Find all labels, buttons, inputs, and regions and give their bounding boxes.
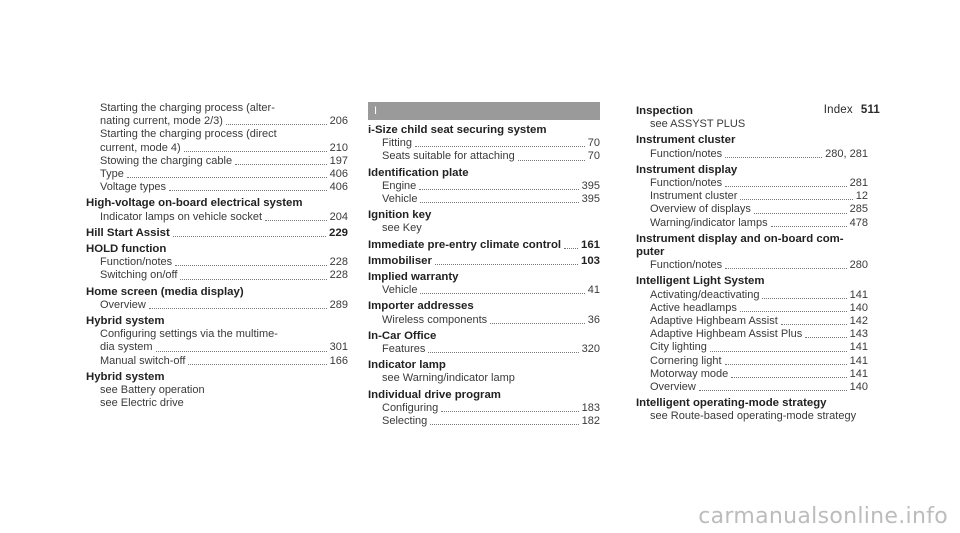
entry-text: puter — [636, 246, 665, 259]
index-subentry — [636, 302, 868, 315]
entry-text: Instrument display and on-board com- — [636, 232, 844, 245]
entry-text: Configuring settings via the multime- — [100, 328, 278, 341]
index-heading — [368, 300, 600, 313]
dot-leader — [430, 424, 578, 425]
entry-text: Indicator lamps on vehicle socket — [100, 210, 263, 223]
entry-text: Type — [100, 168, 124, 181]
entry-row — [368, 255, 600, 268]
dot-leader — [725, 157, 822, 158]
entry-text: Starting the charging process (direct — [100, 128, 277, 141]
page-ref: 285 — [849, 203, 868, 216]
entry-text: Immobiliser — [368, 254, 432, 267]
entry-row — [86, 227, 348, 240]
entry-row — [100, 269, 348, 282]
page-ref: 395 — [581, 179, 600, 192]
entry-row — [650, 328, 868, 341]
entry-row — [382, 314, 600, 327]
page-ref: 280, 281 — [825, 147, 868, 160]
entry-text: Hybrid system — [86, 370, 165, 383]
entry-text: Motorway mode — [650, 367, 729, 380]
entry-text: HOLD function — [86, 243, 167, 256]
index-heading — [368, 167, 600, 180]
index-subentry — [368, 314, 600, 327]
index-heading — [86, 243, 348, 256]
entry-row — [650, 355, 868, 368]
index-heading — [368, 124, 600, 137]
entry-text: Seats suitable for attaching — [382, 150, 515, 163]
entry-row — [650, 289, 868, 302]
page-ref: 301 — [329, 341, 348, 354]
index-heading — [368, 359, 600, 372]
entry-row — [100, 181, 348, 194]
index-subentry — [368, 137, 600, 150]
page-ref: 161 — [580, 238, 600, 251]
page-ref: 406 — [329, 168, 348, 181]
entry-text: i-Size child seat securing system — [368, 124, 547, 136]
entry-text: see Route-based operating-mode strategy — [650, 410, 857, 423]
index-heading — [636, 134, 868, 147]
page-ref: 141 — [849, 288, 868, 301]
page-ref: 320 — [581, 343, 600, 356]
page-ref: 182 — [581, 415, 600, 428]
entry-text: Cornering light — [650, 354, 722, 367]
page-ref: 12 — [855, 190, 868, 203]
index-heading — [368, 239, 600, 252]
page-ref: 103 — [580, 254, 600, 267]
page-ref: 406 — [329, 181, 348, 194]
index-subentry — [368, 372, 600, 385]
entry-row — [100, 142, 348, 155]
dot-leader — [428, 352, 578, 353]
entry-row — [650, 315, 868, 328]
index-subentry — [636, 177, 868, 190]
page-ref: 281 — [849, 177, 868, 190]
index-subentry — [636, 217, 868, 230]
page-ref: 70 — [587, 137, 600, 150]
page-ref: 41 — [587, 284, 600, 297]
page-ref: 280 — [849, 259, 868, 272]
entry-row — [382, 402, 600, 415]
dot-leader — [754, 213, 847, 214]
entry-text: Function/notes — [650, 259, 723, 272]
index-subentry — [368, 180, 600, 193]
index-heading — [368, 209, 600, 222]
entry-text: Identification plate — [368, 166, 469, 179]
entry-text: see Warning/indicator lamp — [382, 372, 515, 385]
entry-text: nating current, mode 2/3) — [100, 115, 223, 128]
entry-text: Ignition key — [368, 209, 432, 222]
dot-leader — [180, 279, 326, 280]
index-subentry — [86, 128, 348, 154]
entry-text: Adaptive Highbeam Assist — [650, 315, 778, 328]
dot-leader — [699, 390, 847, 391]
dot-leader — [419, 189, 578, 190]
entry-row — [382, 137, 600, 150]
entry-row — [382, 150, 600, 163]
dot-leader — [156, 351, 327, 352]
dot-leader — [420, 202, 578, 203]
index-subentry — [368, 415, 600, 428]
entry-text: Intelligent operating-mode strategy — [636, 397, 827, 410]
dot-leader — [725, 268, 846, 269]
index-subentry — [86, 397, 348, 410]
entry-text: Configuring — [382, 401, 439, 414]
entry-text: In-Car Office — [368, 329, 437, 342]
dot-leader — [781, 324, 847, 325]
entry-row — [368, 239, 600, 252]
entry-row — [382, 343, 600, 356]
index-subentry — [368, 343, 600, 356]
entry-text: Fitting — [382, 137, 412, 150]
entry-row — [650, 203, 868, 216]
entry-text: see Electric drive — [100, 397, 184, 410]
index-subentry — [636, 341, 868, 354]
entry-text: Instrument cluster — [650, 190, 738, 203]
index-column-2 — [368, 102, 600, 428]
page-ref: 166 — [329, 354, 348, 367]
page-ref: 228 — [329, 269, 348, 282]
index-column-1 — [86, 102, 348, 410]
index-subentry — [368, 150, 600, 163]
entry-text: Function/notes — [100, 256, 173, 269]
page-ref: 140 — [849, 301, 868, 314]
entry-text: Instrument cluster — [636, 134, 736, 147]
page-ref: 141 — [849, 367, 868, 380]
page-ref: 36 — [587, 313, 600, 326]
entry-text: Overview — [100, 298, 146, 311]
index-heading — [368, 271, 600, 284]
index-subentry — [368, 284, 600, 297]
page-ref: 289 — [329, 298, 348, 311]
entry-text: Adaptive Highbeam Assist Plus — [650, 328, 803, 341]
entry-row — [382, 415, 600, 428]
index-subentry — [636, 289, 868, 302]
index-subentry — [368, 222, 600, 235]
dot-leader — [175, 265, 326, 266]
page-ref: 197 — [329, 154, 348, 167]
dot-leader — [740, 311, 847, 312]
page-ref: 143 — [849, 328, 868, 341]
index-heading — [636, 233, 868, 259]
index-subentry — [86, 299, 348, 312]
dot-leader — [710, 351, 847, 352]
entry-row — [100, 256, 348, 269]
entry-text: Function/notes — [650, 147, 723, 160]
page-ref: 478 — [849, 216, 868, 229]
page-number: 511 — [860, 104, 880, 116]
index-subentry — [636, 118, 868, 131]
page-ref: 395 — [581, 193, 600, 206]
entry-text: Overview — [650, 381, 696, 394]
index-subentry — [636, 355, 868, 368]
dot-leader — [441, 411, 578, 412]
index-column-2-entries — [368, 124, 600, 428]
entry-row — [100, 115, 348, 128]
entry-text: Features — [382, 343, 426, 356]
entry-text: Vehicle — [382, 284, 418, 297]
page-ref: 140 — [849, 381, 868, 394]
dot-leader — [731, 377, 846, 378]
index-subentry — [86, 256, 348, 269]
index-heading — [368, 330, 600, 343]
dot-leader — [490, 323, 585, 324]
index-subentry — [86, 211, 348, 224]
entry-text: Stowing the charging cable — [100, 154, 233, 167]
entry-row — [650, 302, 868, 315]
page-ref: 210 — [329, 141, 348, 154]
entry-row — [100, 355, 348, 368]
index-heading — [368, 389, 600, 402]
dot-leader — [149, 308, 327, 309]
entry-text: Selecting — [382, 415, 428, 428]
index-heading — [86, 197, 348, 210]
dot-leader — [771, 226, 847, 227]
index-heading — [86, 286, 348, 299]
dot-leader — [169, 190, 327, 191]
entry-row — [650, 341, 868, 354]
dot-leader — [518, 160, 585, 161]
index-subentry — [636, 259, 868, 272]
page-ref: 228 — [329, 256, 348, 269]
dot-leader — [762, 298, 846, 299]
entry-row — [650, 381, 868, 394]
index-subentry — [86, 181, 348, 194]
entry-text: Vehicle — [382, 193, 418, 206]
page-ref: 70 — [587, 150, 600, 163]
page-ref: 183 — [581, 401, 600, 414]
entry-text: Importer addresses — [368, 300, 474, 313]
index-heading — [86, 371, 348, 384]
entry-row — [650, 217, 868, 230]
index-heading — [636, 397, 868, 410]
entry-row — [100, 168, 348, 181]
entry-text: Switching on/off — [100, 269, 178, 282]
dot-leader — [725, 186, 846, 187]
index-heading — [368, 255, 600, 268]
entry-text: dia system — [100, 341, 153, 354]
entry-row — [100, 341, 348, 354]
index-subentry — [636, 328, 868, 341]
index-subentry — [86, 269, 348, 282]
dot-leader — [564, 248, 578, 249]
dot-leader — [435, 264, 578, 265]
index-subentry — [368, 402, 600, 415]
entry-row — [100, 211, 348, 224]
dot-leader — [725, 364, 847, 365]
index-subentry — [636, 368, 868, 381]
entry-text: Home screen (media display) — [86, 285, 244, 298]
dot-leader — [226, 124, 327, 125]
page-ref: 204 — [329, 210, 348, 223]
entry-text: Implied warranty — [368, 271, 459, 284]
index-subentry — [636, 148, 868, 161]
index-heading — [86, 227, 348, 240]
entry-text: High-voltage on-board electrical system — [86, 197, 303, 210]
entry-text: Warning/indicator lamps — [650, 216, 768, 229]
index-heading — [86, 315, 348, 328]
index-subentry — [636, 381, 868, 394]
section-letter-bar: I — [368, 102, 600, 120]
watermark: carmanualsonline.info — [698, 504, 948, 529]
dot-leader — [127, 177, 327, 178]
entry-row — [650, 259, 868, 272]
dot-leader — [173, 236, 326, 237]
entry-row — [100, 155, 348, 168]
entry-text: Wireless components — [382, 313, 488, 326]
dot-leader — [184, 151, 327, 152]
entry-text: Active headlamps — [650, 301, 737, 314]
entry-text: see ASSYST PLUS — [650, 118, 746, 131]
entry-row — [650, 368, 868, 381]
entry-row — [650, 148, 868, 161]
entry-text: see Key — [382, 222, 422, 235]
index-heading — [636, 275, 868, 288]
entry-text: Manual switch-off — [100, 354, 186, 367]
index-column-3 — [636, 102, 868, 424]
entry-text: Overview of displays — [650, 203, 751, 216]
index-subentry — [86, 155, 348, 168]
entry-text: City lighting — [650, 341, 707, 354]
dot-leader — [235, 164, 327, 165]
entry-text: current, mode 4) — [100, 141, 181, 154]
dot-leader — [740, 199, 852, 200]
index-subentry — [636, 190, 868, 203]
entry-text: Function/notes — [650, 177, 723, 190]
header-label: Index — [823, 104, 853, 116]
entry-text: Instrument display — [636, 163, 738, 176]
entry-text: Hill Start Assist — [86, 226, 170, 239]
entry-text: Activating/deactivating — [650, 288, 760, 301]
index-subentry — [86, 355, 348, 368]
page-ref: 141 — [849, 341, 868, 354]
entry-text: Indicator lamp — [368, 359, 446, 372]
dot-leader — [188, 364, 326, 365]
entry-text: Voltage types — [100, 181, 167, 194]
page-ref: 229 — [328, 226, 348, 239]
entry-row — [100, 299, 348, 312]
entry-row — [382, 284, 600, 297]
entry-text: Immediate pre-entry climate control — [368, 238, 562, 251]
index-heading — [636, 164, 868, 177]
page-ref: 141 — [849, 354, 868, 367]
entry-text: Starting the charging process (alter- — [100, 102, 275, 114]
entry-text: Intelligent Light System — [636, 275, 765, 288]
entry-row — [650, 190, 868, 203]
dot-leader — [415, 146, 585, 147]
index-subentry — [86, 168, 348, 181]
index-subentry — [86, 384, 348, 397]
entry-text: Inspection — [636, 105, 693, 117]
index-subentry — [636, 203, 868, 216]
index-subentry — [636, 315, 868, 328]
index-heading — [636, 105, 868, 118]
index-subentry — [86, 102, 348, 128]
entry-text: see Battery operation — [100, 384, 205, 397]
index-subentry — [636, 410, 868, 423]
dot-leader — [420, 293, 584, 294]
index-subentry — [368, 193, 600, 206]
dot-leader — [265, 220, 327, 221]
entry-text: Hybrid system — [86, 315, 165, 328]
entry-row — [382, 193, 600, 206]
page-ref: 142 — [849, 315, 868, 328]
index-subentry — [86, 328, 348, 354]
dot-leader — [805, 337, 846, 338]
page-ref: 206 — [329, 115, 348, 128]
entry-row — [382, 180, 600, 193]
entry-text: Individual drive program — [368, 388, 501, 401]
entry-text: Engine — [382, 179, 417, 192]
entry-row — [650, 177, 868, 190]
